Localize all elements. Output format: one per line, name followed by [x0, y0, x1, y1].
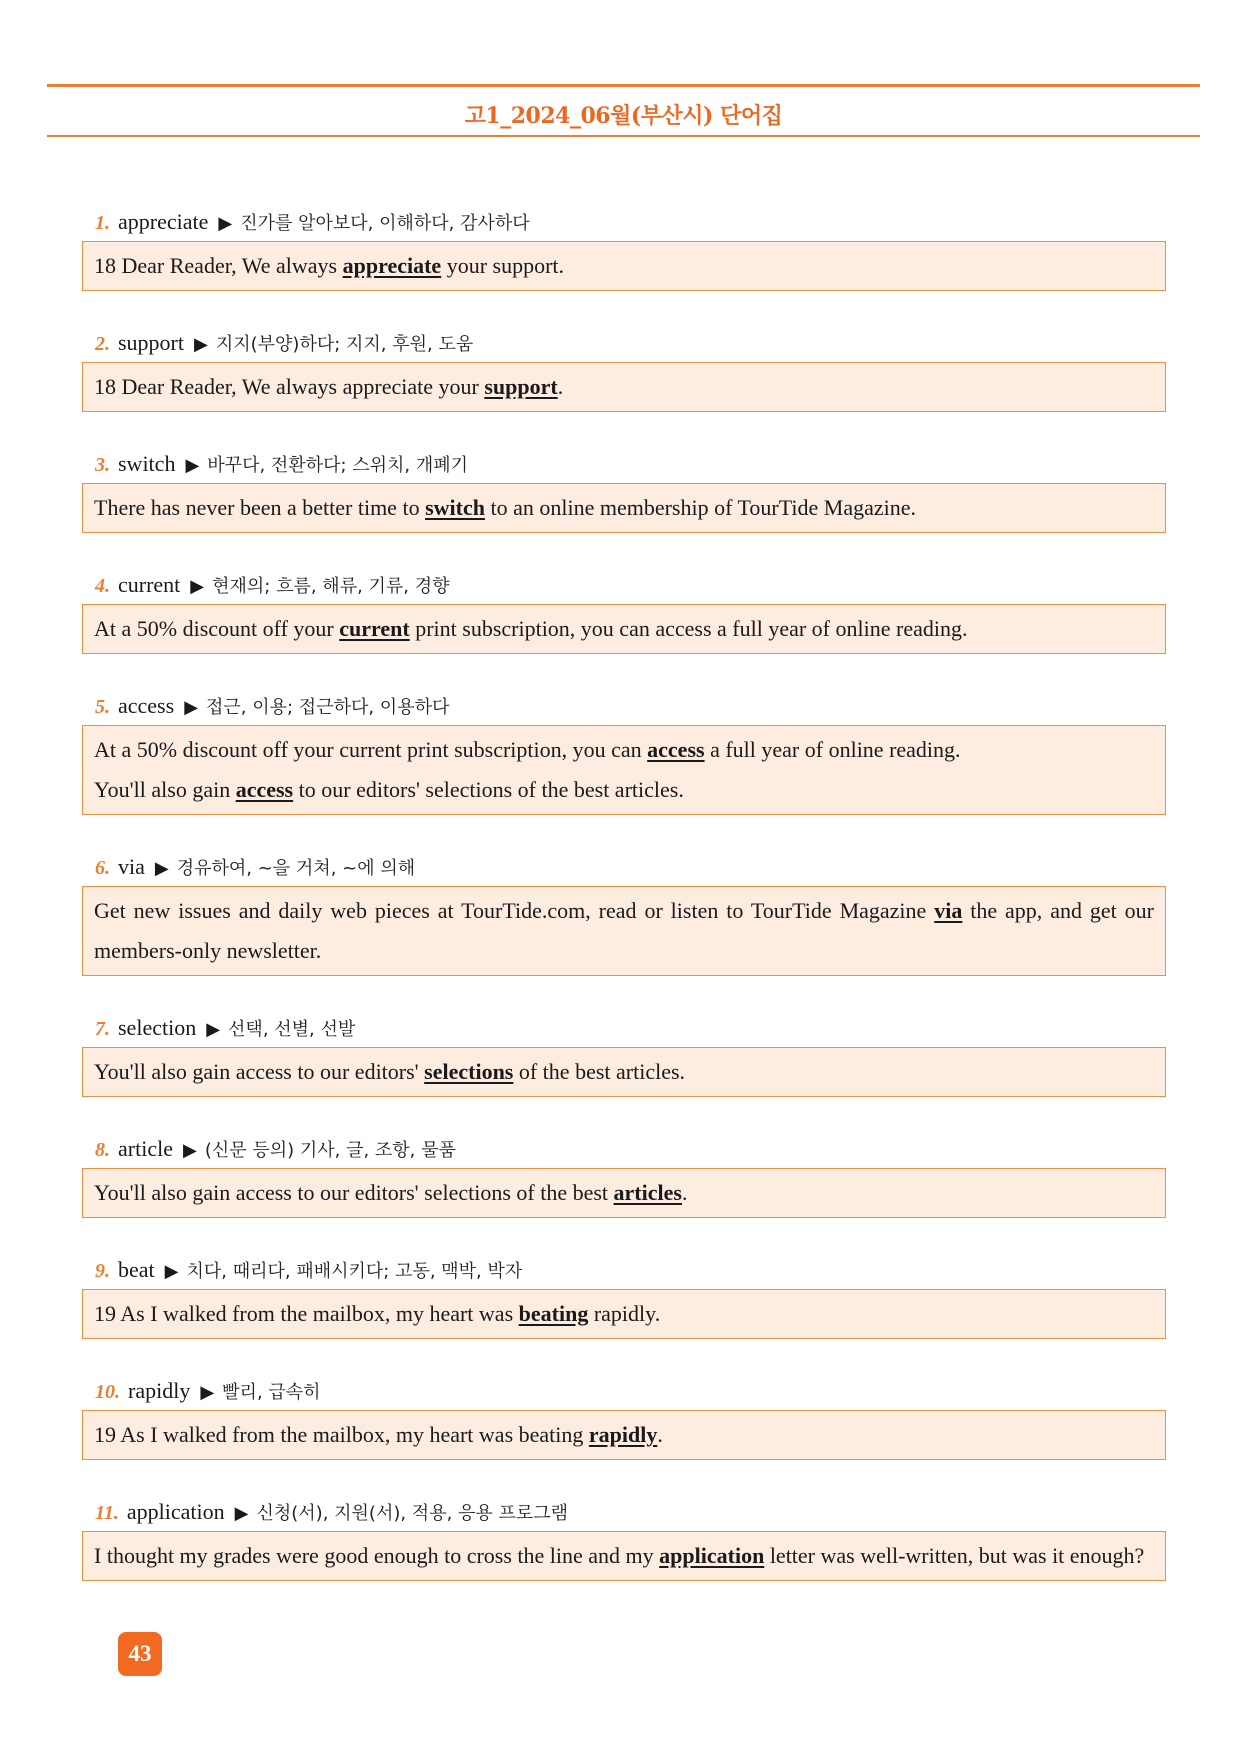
vocab-entry: [82, 691, 1166, 815]
example-sentence-box: [82, 886, 1166, 976]
sentence-text: At a 50% discount off your current print subscription, you can: [94, 737, 648, 762]
example-sentence: [94, 246, 1154, 286]
entry-number: 5.: [95, 696, 110, 718]
entry-number: 9.: [95, 1260, 110, 1282]
headword: switch: [118, 451, 176, 476]
example-sentence: [94, 730, 1154, 770]
example-sentence-box: [82, 362, 1166, 412]
vocab-entry: [82, 570, 1166, 654]
example-sentence-box: [82, 604, 1166, 654]
play-arrow-icon: ▶: [184, 697, 199, 718]
vocab-entry: [82, 1013, 1166, 1097]
headword: selection: [118, 1015, 197, 1040]
play-arrow-icon: ▶: [190, 576, 205, 597]
highlighted-word: current: [339, 616, 410, 641]
vocab-entry: [82, 207, 1166, 291]
korean-meaning: 접근, 이용; 접근하다, 이용하다: [206, 697, 450, 718]
sentence-text: your support.: [441, 253, 565, 278]
example-sentence: [94, 488, 1154, 528]
sentence-text: There has never been a better time to: [94, 495, 426, 520]
entry-number: 10.: [95, 1381, 120, 1403]
headword: beat: [118, 1257, 155, 1282]
headword: via: [118, 854, 145, 879]
highlighted-word: selections: [424, 1059, 514, 1084]
sentence-text: the app, and get our members-only newsletter.: [94, 898, 1155, 963]
entry-number: 4.: [95, 575, 110, 597]
example-sentence: [94, 770, 1154, 810]
play-arrow-icon: ▶: [185, 455, 200, 476]
headword: article: [118, 1136, 173, 1161]
sentence-text: rapidly.: [588, 1301, 661, 1326]
example-sentence: [94, 1052, 1154, 1092]
play-arrow-icon: ▶: [200, 1382, 215, 1403]
example-sentence-box: [82, 1168, 1166, 1218]
example-sentence-box: [82, 1410, 1166, 1460]
example-sentence: [94, 891, 1154, 971]
word-line: [82, 691, 1166, 721]
highlighted-word: support: [484, 374, 558, 399]
korean-meaning: 빨리, 급속히: [222, 1382, 321, 1403]
word-line: [82, 1376, 1166, 1406]
headword: support: [118, 330, 184, 355]
example-sentence-box: [82, 1289, 1166, 1339]
entry-number: 11.: [95, 1502, 119, 1524]
sentence-text: letter was well-written, but was it enough?: [764, 1543, 1145, 1568]
example-sentence: [94, 1536, 1154, 1576]
highlighted-word: application: [659, 1543, 765, 1568]
korean-meaning: 경유하여, ~을 거쳐, ~에 의해: [176, 858, 416, 879]
highlighted-word: articles: [613, 1180, 682, 1205]
korean-meaning: (신문 등의) 기사, 글, 조항, 물품: [204, 1140, 456, 1161]
word-line: [82, 570, 1166, 600]
sentence-text: .: [657, 1422, 663, 1447]
page-title: 고1_2024_06월(부산시) 단어집: [464, 103, 783, 129]
vocab-entry: [82, 1376, 1166, 1460]
word-line: [82, 852, 1166, 882]
highlighted-word: appreciate: [342, 253, 442, 278]
headword: rapidly: [128, 1378, 191, 1403]
korean-meaning: 진가를 알아보다, 이해하다, 감사하다: [240, 213, 530, 234]
page-number-badge: 43: [118, 1632, 162, 1676]
sentence-text: .: [681, 1180, 688, 1205]
korean-meaning: 바꾸다, 전환하다; 스위치, 개폐기: [207, 455, 469, 476]
sentence-text: .: [557, 374, 564, 399]
example-sentence-box: [82, 725, 1166, 815]
play-arrow-icon: ▶: [206, 1019, 221, 1040]
word-line: [82, 328, 1166, 358]
example-sentence-box: [82, 1531, 1166, 1581]
highlighted-word: rapidly: [588, 1422, 658, 1447]
vocabulary-list: [82, 207, 1166, 1581]
example-sentence-box: [82, 483, 1166, 533]
sentence-text: a full year of online reading.: [704, 737, 961, 762]
example-sentence: [94, 1173, 1154, 1213]
vocab-entry: [82, 1255, 1166, 1339]
headword: appreciate: [118, 209, 209, 234]
word-line: [82, 1255, 1166, 1285]
entry-number: 6.: [95, 857, 110, 879]
sentence-text: to an online membership of TourTide Magazine.: [484, 495, 917, 520]
highlighted-word: access: [235, 777, 294, 802]
play-arrow-icon: ▶: [154, 858, 169, 879]
headword: current: [118, 572, 181, 597]
headword: application: [126, 1499, 225, 1524]
play-arrow-icon: ▶: [218, 213, 233, 234]
korean-meaning: 치다, 때리다, 패배시키다; 고동, 맥박, 박자: [186, 1261, 523, 1282]
highlighted-word: access: [647, 737, 705, 762]
highlighted-word: beating: [518, 1301, 589, 1326]
vocab-entry: [82, 852, 1166, 976]
sentence-text: At a 50% discount off your: [94, 616, 340, 641]
korean-meaning: 선택, 선별, 선발: [228, 1019, 356, 1040]
vocab-entry: [82, 328, 1166, 412]
korean-meaning: 지지(부양)하다; 지지, 후원, 도움: [215, 334, 474, 355]
example-sentence: [94, 1294, 1154, 1334]
sentence-text: 18 Dear Reader, We always appreciate your: [94, 374, 485, 399]
word-line: [82, 1497, 1166, 1527]
example-sentence-box: [82, 1047, 1166, 1097]
page-header: [47, 84, 1200, 137]
sentence-text: I thought my grades were good enough to cross the line and my: [94, 1543, 660, 1568]
sentence-text: You'll also gain access to our editors' selections of the best: [94, 1180, 614, 1205]
play-arrow-icon: ▶: [164, 1261, 179, 1282]
highlighted-word: switch: [425, 495, 485, 520]
sentence-text: You'll also gain access to our editors': [94, 1059, 425, 1084]
example-sentence: [94, 367, 1154, 407]
vocab-entry: [82, 1134, 1166, 1218]
vocab-entry: [82, 449, 1166, 533]
sentence-text: to our editors' selections of the best articles.: [293, 777, 684, 802]
sentence-text: 19 As I walked from the mailbox, my heart was: [94, 1301, 519, 1326]
word-line: [82, 207, 1166, 237]
entry-number: 8.: [95, 1139, 110, 1161]
sentence-text: 18 Dear Reader, We always: [94, 253, 343, 278]
example-sentence: [94, 609, 1154, 649]
korean-meaning: 신청(서), 지원(서), 적용, 응용 프로그램: [256, 1503, 569, 1524]
example-sentence-box: [82, 241, 1166, 291]
entry-number: 7.: [95, 1018, 110, 1040]
sentence-text: of the best articles.: [513, 1059, 686, 1084]
vocab-entry: [82, 1497, 1166, 1581]
entry-number: 1.: [95, 212, 110, 234]
word-line: [82, 1134, 1166, 1164]
sentence-text: You'll also gain: [94, 777, 236, 802]
korean-meaning: 현재의; 흐름, 해류, 기류, 경향: [212, 576, 450, 597]
headword: access: [118, 693, 175, 718]
play-arrow-icon: ▶: [234, 1503, 249, 1524]
play-arrow-icon: ▶: [194, 334, 208, 355]
highlighted-word: via: [934, 898, 963, 923]
word-line: [82, 449, 1166, 479]
play-arrow-icon: ▶: [182, 1140, 197, 1161]
sentence-text: Get new issues and daily web pieces at TourTide.com, read or listen to TourTide Magazine: [94, 898, 935, 923]
example-sentence: [94, 1415, 1154, 1455]
entry-number: 3.: [95, 454, 110, 476]
sentence-text: print subscription, you can access a full year of online reading.: [409, 616, 968, 641]
sentence-text: 19 As I walked from the mailbox, my heart was beating: [94, 1422, 589, 1447]
entry-number: 2.: [95, 333, 110, 355]
word-line: [82, 1013, 1166, 1043]
